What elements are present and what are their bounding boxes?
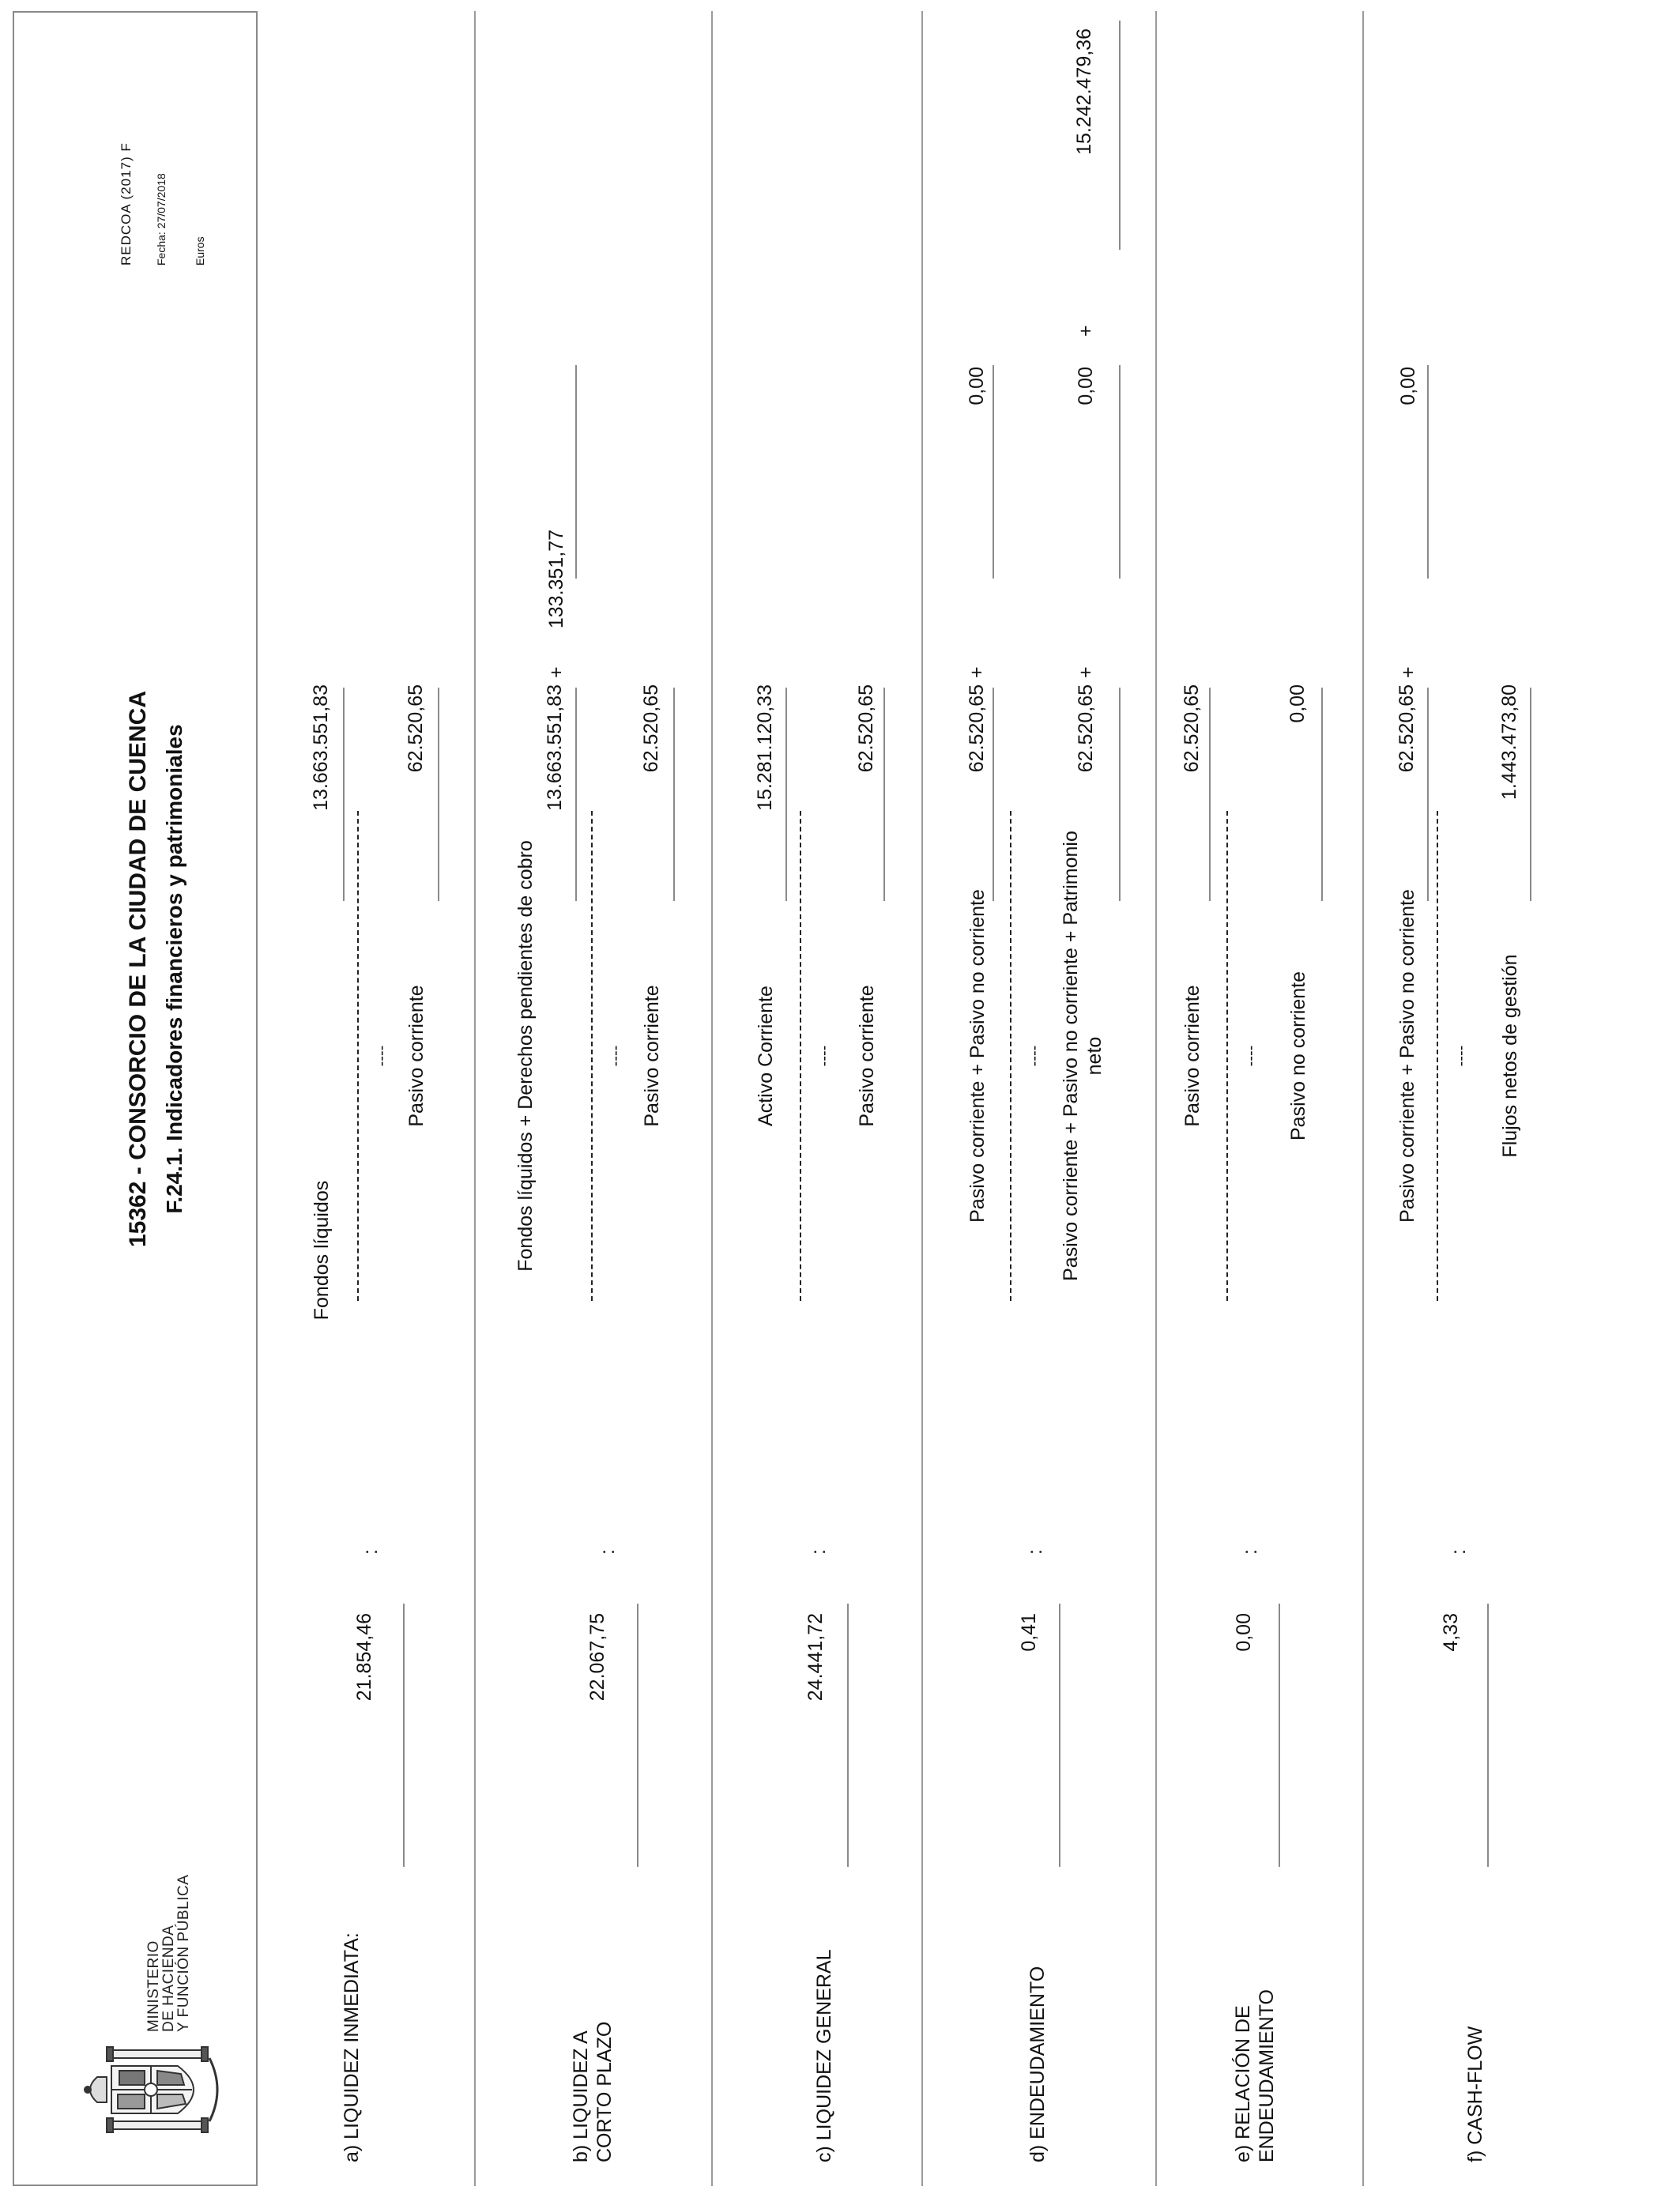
row-separator (1155, 11, 1157, 2186)
indicator-result: 4,33 (1440, 1613, 1462, 1652)
fraction-separator: ---- (1026, 1045, 1043, 1067)
numerator-label: Pasivo corriente + Pasivo no corriente (966, 889, 989, 1223)
report-code: REDCOA (2017) F (119, 142, 134, 266)
ministry-line-3: Y FUNCIÓN PÚBLICA (175, 1874, 192, 2032)
result-underline (847, 1604, 849, 1867)
numerator-label: Pasivo corriente (1181, 985, 1203, 1127)
denominator-value-1: 62.520,65 (405, 684, 427, 773)
currency-units: Euros (194, 236, 206, 266)
colon: : (1239, 1549, 1261, 1555)
ministry-line-1: MINISTERIO (145, 1940, 162, 2032)
result-underline (403, 1604, 405, 1867)
row-separator (474, 11, 476, 2186)
indicator-result: 0,00 (1233, 1613, 1255, 1652)
fraction-line (1226, 811, 1228, 1301)
page-title: 15362 - CONSORCIO DE LA CIUDAD DE CUENCA (125, 691, 151, 1247)
numerator-value-1: 62.520,65 (1181, 684, 1203, 773)
ministry-line-2: DE HACIENDA (160, 1924, 177, 2032)
value-underline (1209, 688, 1211, 901)
numerator-label: Activo Corriente (755, 986, 777, 1126)
fraction-separator: ---- (1452, 1045, 1470, 1067)
denominator-value-1: 62.520,65 (640, 684, 662, 773)
indicator-result: 24.441,72 (804, 1613, 827, 1702)
indicator-result: 22.067,75 (586, 1613, 608, 1702)
numerator-value-2: 133.351,77 (545, 530, 567, 629)
value-underline (673, 688, 675, 901)
fraction-separator: ---- (1242, 1045, 1260, 1067)
numerator-value-1: 62.520,65 (1396, 684, 1418, 773)
row-separator (1362, 11, 1364, 2186)
denominator-label: Pasivo corriente + Pasivo no corriente + Patrimonio neto (1060, 831, 1106, 1281)
value-underline (1321, 688, 1323, 901)
page-subtitle: F.24.1. Indicadores financieros y patrimoniales (162, 724, 186, 1214)
value-underline (1530, 688, 1531, 901)
value-underline (438, 688, 439, 901)
value-underline (343, 688, 345, 901)
fraction-line (1010, 811, 1011, 1301)
denominator-label: Pasivo corriente (405, 985, 428, 1127)
numerator-value-2: 0,00 (966, 367, 988, 405)
value-underline (1119, 21, 1121, 250)
denominator-value-1: 62.520,65 (855, 684, 877, 773)
numerator-value-1: 62.520,65 (966, 684, 988, 773)
result-underline (1059, 1604, 1060, 1867)
colon: : (597, 1549, 619, 1555)
indicator-name: f) CASH-FLOW (1464, 2026, 1486, 2162)
colon: : (360, 1549, 382, 1555)
indicator-name: d) ENDEUDAMIENTO (1026, 1966, 1049, 2162)
indicator-name: c) LIQUIDEZ GENERAL (813, 1949, 835, 2162)
indicator-name: a) LIQUIDEZ INMEDIATA: (341, 1932, 363, 2162)
plus-sign: + (545, 666, 567, 678)
plus-sign: + (966, 666, 988, 678)
indicator-result: 21.854,46 (353, 1613, 375, 1702)
fraction-separator: ---- (607, 1045, 624, 1067)
fraction-line (1437, 811, 1438, 1301)
value-underline (1427, 688, 1429, 901)
denominator-label: Pasivo corriente (641, 985, 663, 1127)
value-underline (883, 688, 885, 901)
value-underline (575, 688, 577, 901)
denominator-label: Pasivo no corriente (1287, 971, 1309, 1141)
numerator-label: Fondos líquidos (311, 1180, 333, 1321)
denominator-value-1: 62.520,65 (1075, 684, 1097, 773)
result-underline (637, 1604, 638, 1867)
colon: : (1024, 1549, 1046, 1555)
plus-sign: + (1075, 325, 1097, 337)
result-underline (1279, 1604, 1280, 1867)
denominator-value-1: 1.443.473,80 (1498, 684, 1520, 800)
plus-sign: + (1075, 666, 1097, 678)
numerator-value-1: 13.663.551,83 (310, 684, 332, 811)
fraction-line (800, 811, 801, 1301)
fraction-line (591, 811, 593, 1301)
row-separator (711, 11, 713, 2186)
colon: : (1448, 1549, 1470, 1555)
value-underline (1119, 688, 1121, 901)
fraction-separator: ---- (816, 1045, 833, 1067)
result-underline (1487, 1604, 1489, 1867)
value-underline (1427, 365, 1429, 579)
denominator-label: Flujos netos de gestión (1499, 954, 1521, 1158)
colon: : (808, 1549, 830, 1555)
value-underline (1119, 365, 1121, 579)
plus-sign: + (1397, 666, 1419, 678)
indicator-name: e) RELACIÓN DE ENDEUDAMIENTO (1232, 1989, 1278, 2162)
value-underline (575, 365, 577, 579)
fraction-line (357, 811, 359, 1301)
value-underline (993, 688, 994, 901)
value-underline (993, 365, 994, 579)
row-separator (921, 11, 923, 2186)
numerator-value-1: 13.663.551,83 (544, 684, 566, 811)
ministry-name (146, 1875, 191, 2032)
value-underline (785, 688, 787, 901)
report-date: Fecha: 27/07/2018 (155, 173, 168, 266)
numerator-label: Pasivo corriente + Pasivo no corriente (1396, 889, 1418, 1223)
fraction-separator: ---- (373, 1045, 390, 1067)
denominator-value-3: 15.242.479,36 (1073, 28, 1095, 155)
denominator-value-2: 0,00 (1075, 367, 1097, 405)
coat-of-arms-logo (83, 2042, 233, 2137)
indicator-result: 0,41 (1018, 1613, 1040, 1652)
numerator-value-2: 0,00 (1397, 367, 1419, 405)
numerator-value-1: 15.281.120,33 (754, 684, 776, 811)
denominator-value-1: 0,00 (1286, 684, 1309, 723)
indicator-name: b) LIQUIDEZ A CORTO PLAZO (570, 2021, 616, 2162)
denominator-label: Pasivo corriente (856, 985, 878, 1127)
numerator-label: Fondos líquidos + Derechos pendientes de cobro (514, 840, 537, 1272)
